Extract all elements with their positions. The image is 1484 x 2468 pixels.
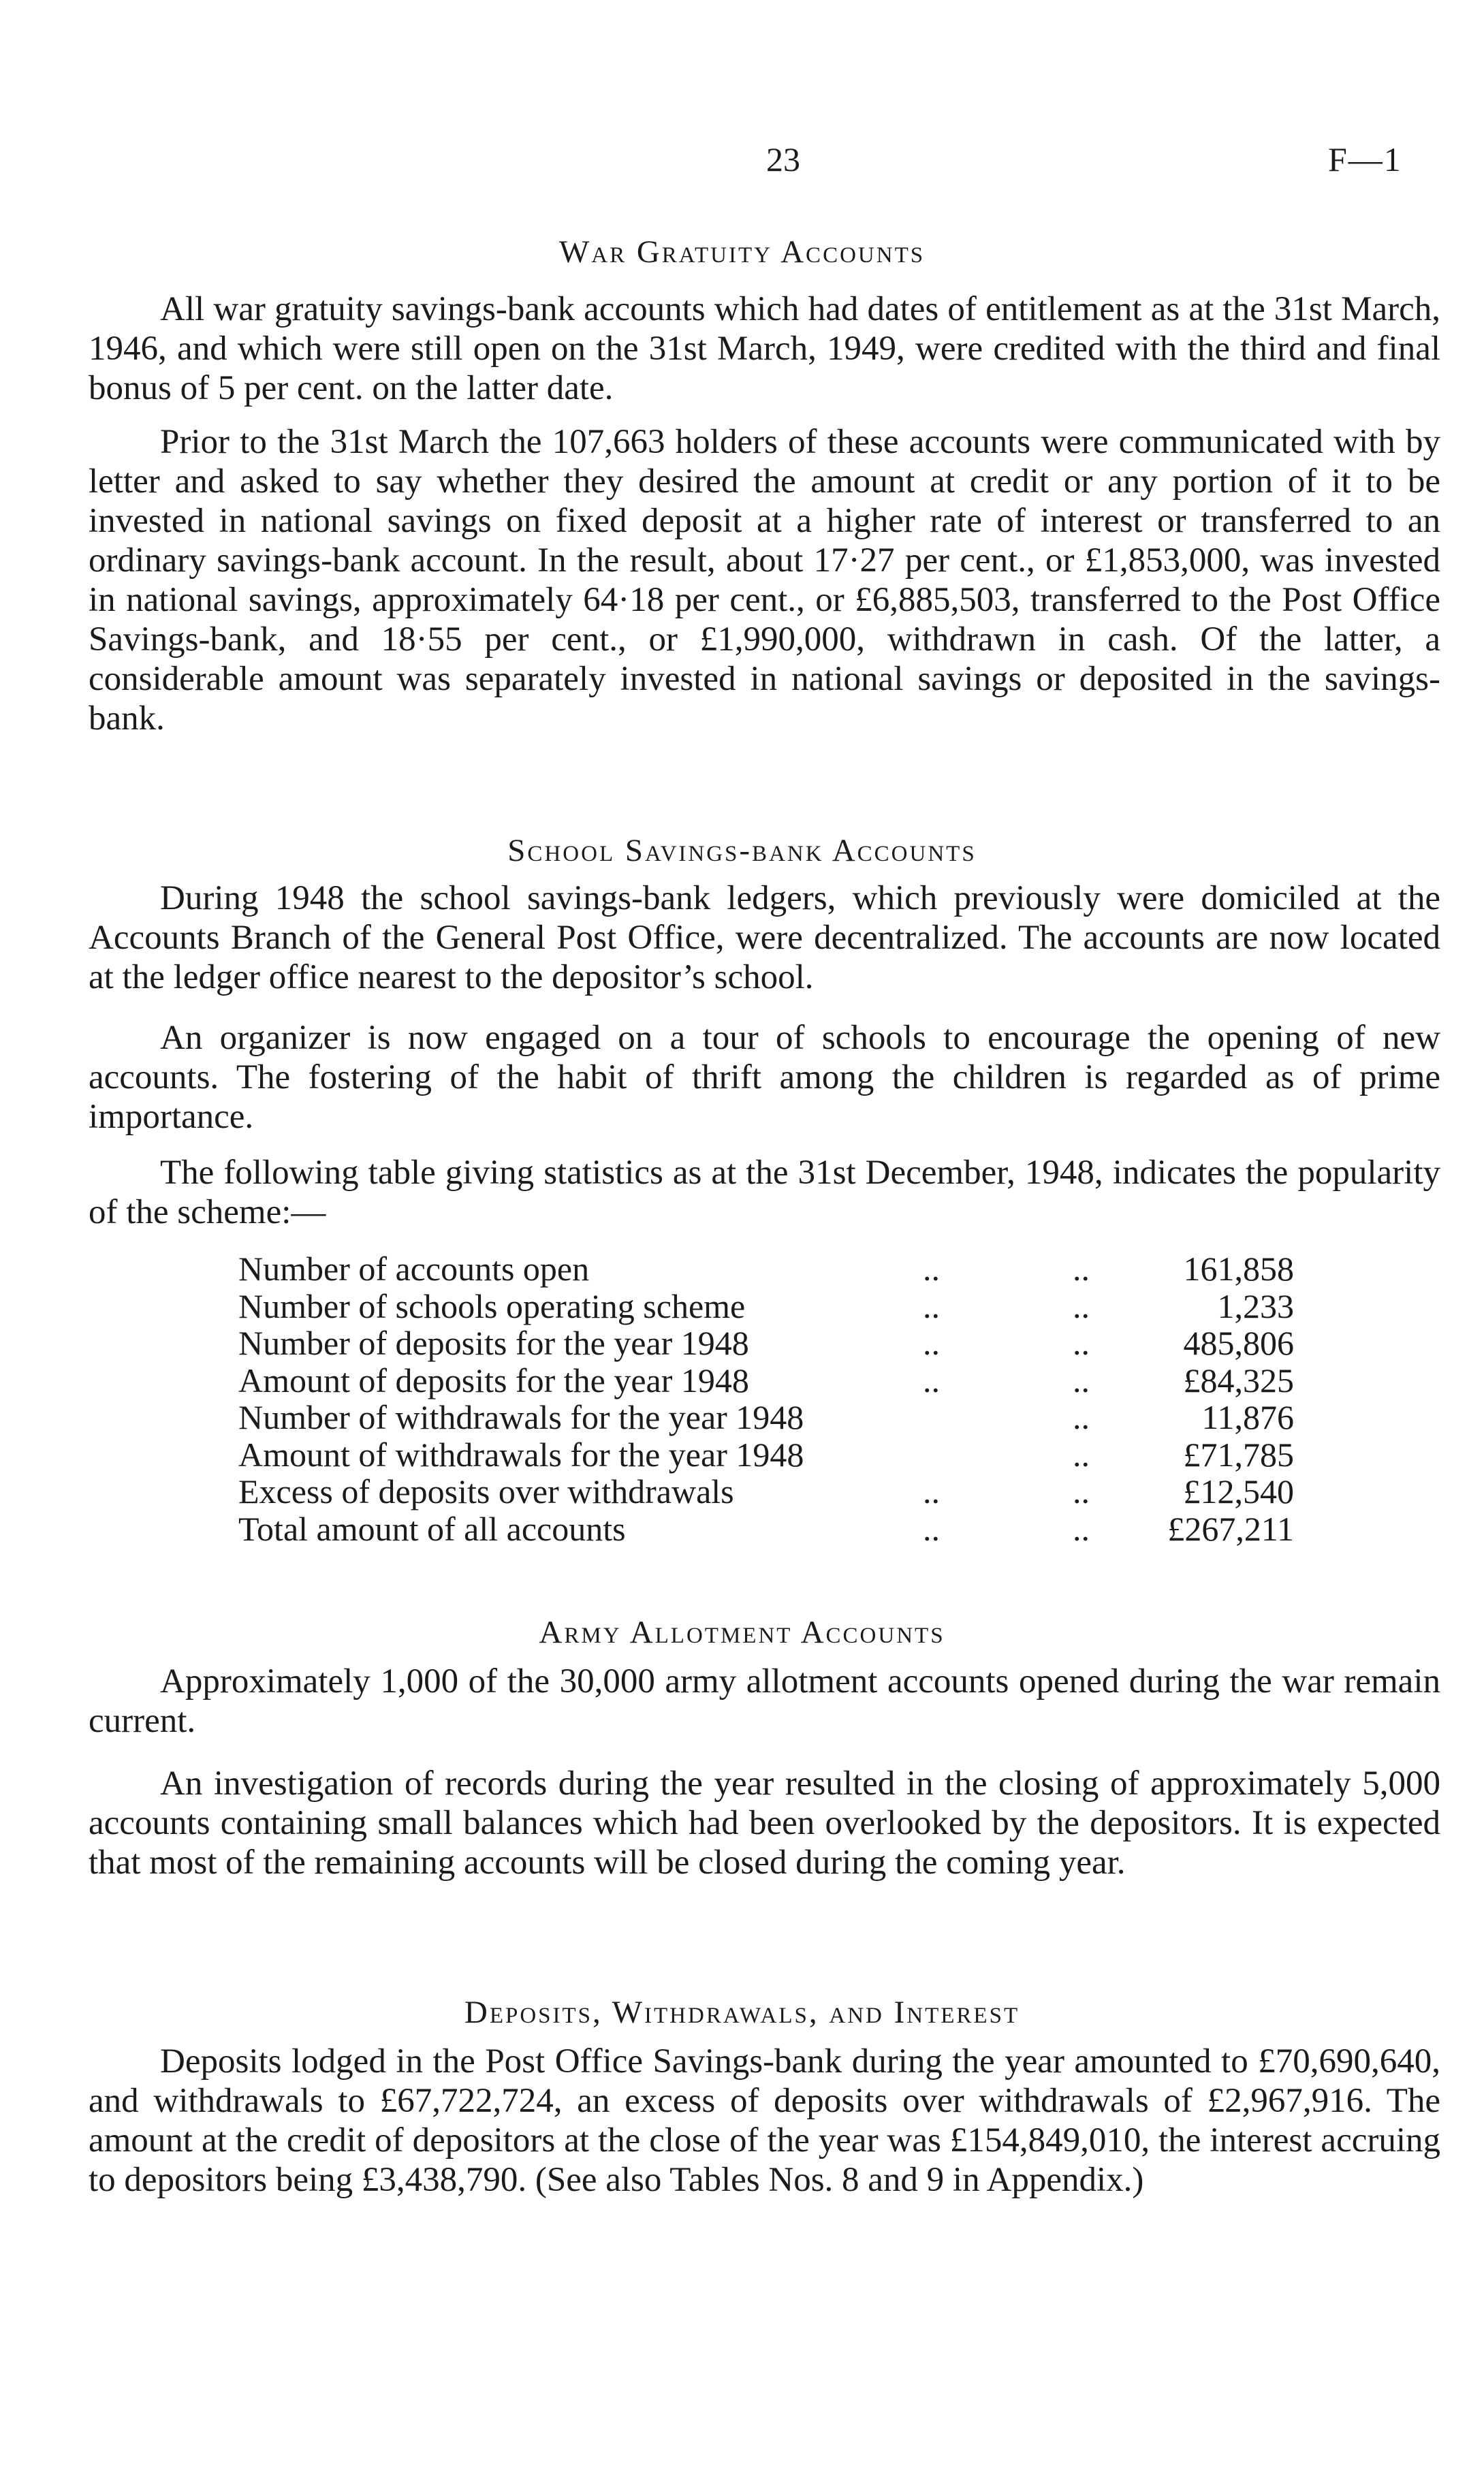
leader-dots: .. bbox=[923, 1324, 940, 1362]
leader-dots: .. bbox=[1073, 1250, 1090, 1288]
leader-dots: .. bbox=[1073, 1509, 1090, 1548]
stat-row bbox=[238, 1288, 1294, 1325]
paragraph: Deposits lodged in the Post Office Savings-bank during the year amounted to £70,690,640, and withdrawals to £67,722,724, an excess of deposits over withdrawals of £2,967,916. The amount at the credit of depositors at the close of the year was £154,849,010, the interest accruing to depositors being £3,438,790. (See also Tables Nos. 8 and 9 in Appendix.) bbox=[89, 2042, 1440, 2199]
leader-dots: .. bbox=[923, 1361, 940, 1399]
page-number: 23 bbox=[766, 140, 800, 178]
leader-dots: .. bbox=[923, 1250, 940, 1288]
paragraph: An organizer is now engaged on a tour of schools to encourage the opening of new accounts. The fostering of the habit of thrift among the children is regarded as of prime importance. bbox=[89, 1019, 1440, 1136]
stat-value: 161,858 bbox=[1183, 1250, 1294, 1288]
section-heading-war-gratuity: War Gratuity Accounts bbox=[558, 234, 926, 270]
section-heading-deposits: Deposits, Withdrawals, and Interest bbox=[464, 1995, 1020, 2030]
stat-row bbox=[238, 1510, 1294, 1548]
stat-value: £12,540 bbox=[1183, 1472, 1294, 1510]
leader-dots: .. bbox=[1073, 1361, 1090, 1399]
paragraph: The following table giving statistics as at the 31st December, 1948, indicates the popularity of the scheme:— bbox=[89, 1154, 1440, 1231]
leader-dots: .. bbox=[923, 1286, 940, 1325]
statistics-table bbox=[238, 1250, 1294, 1547]
stat-value: £267,211 bbox=[1167, 1509, 1294, 1548]
leader-dots: .. bbox=[1073, 1435, 1090, 1474]
leader-dots: .. bbox=[1073, 1286, 1090, 1325]
stat-value: 485,806 bbox=[1183, 1324, 1294, 1362]
stat-row bbox=[238, 1362, 1294, 1399]
page-reference: F—1 bbox=[1328, 140, 1402, 178]
leader-dots: .. bbox=[1073, 1472, 1090, 1510]
stat-label: Excess of deposits over withdrawals bbox=[238, 1472, 734, 1510]
stat-value: £84,325 bbox=[1183, 1361, 1294, 1399]
leader-dots: .. bbox=[1073, 1324, 1090, 1362]
stat-label: Amount of deposits for the year 1948 bbox=[238, 1361, 749, 1399]
leader-dots: .. bbox=[923, 1472, 940, 1510]
paragraph: During 1948 the school savings-bank ledgers, which previously were domiciled at the Accounts Branch of the General Post Office, were decentralized. The accounts are now located at the ledger office nearest to the depositor’s school. bbox=[89, 879, 1440, 996]
stat-row bbox=[238, 1325, 1294, 1362]
stat-label: Number of withdrawals for the year 1948 bbox=[238, 1398, 804, 1436]
stat-row bbox=[238, 1473, 1294, 1510]
stat-value: 1,233 bbox=[1217, 1286, 1294, 1325]
stat-label: Number of accounts open bbox=[238, 1250, 590, 1288]
paragraph: Prior to the 31st March the 107,663 holders of these accounts were communicated with by letter and asked to say whether they desired the amount at credit or any portion of it to be invested in national savings on fixed deposit at a higher rate of interest or transferred to an ordinary savings-bank account. In the result, about 17·27 per cent., or £1,853,000, was invested in national savings, approximately 64·18 per cent., or £6,885,503, transferred to the Post Office Savings-bank, and 18·55 per cent., or £1,990,000, withdrawn in cash. Of the latter, a considerable amount was separately invested in national savings or deposited in the savings-bank. bbox=[89, 423, 1440, 738]
leader-dots: .. bbox=[1073, 1398, 1090, 1436]
stat-row bbox=[238, 1399, 1294, 1436]
stat-value: 11,876 bbox=[1201, 1398, 1294, 1436]
section-heading-school-savings: School Savings-bank Accounts bbox=[507, 833, 977, 868]
stat-label: Total amount of all accounts bbox=[238, 1509, 626, 1548]
stat-label: Amount of withdrawals for the year 1948 bbox=[238, 1435, 804, 1474]
stat-label: Number of deposits for the year 1948 bbox=[238, 1324, 749, 1362]
stat-value: £71,785 bbox=[1183, 1435, 1294, 1474]
paragraph: An investigation of records during the year resulted in the closing of approximately 5,000 accounts containing small balances which had been overlooked by the depositors. It is expected that most of the remaining accounts will be closed during the coming year. bbox=[89, 1765, 1440, 1882]
stat-row bbox=[238, 1436, 1294, 1474]
stat-label: Number of schools operating scheme bbox=[238, 1286, 746, 1325]
paragraph: All war gratuity savings-bank accounts which had dates of entitlement as at the 31st March, 1946, and which were still open on the 31st March, 1949, were credited with the third and final bonus of 5 per cent. on the latter date. bbox=[89, 290, 1440, 407]
leader-dots: .. bbox=[923, 1509, 940, 1548]
paragraph: Approximately 1,000 of the 30,000 army allotment accounts opened during the war remain current. bbox=[89, 1662, 1440, 1740]
section-heading-army-allotment: Army Allotment Accounts bbox=[539, 1615, 945, 1650]
stat-row bbox=[238, 1250, 1294, 1288]
